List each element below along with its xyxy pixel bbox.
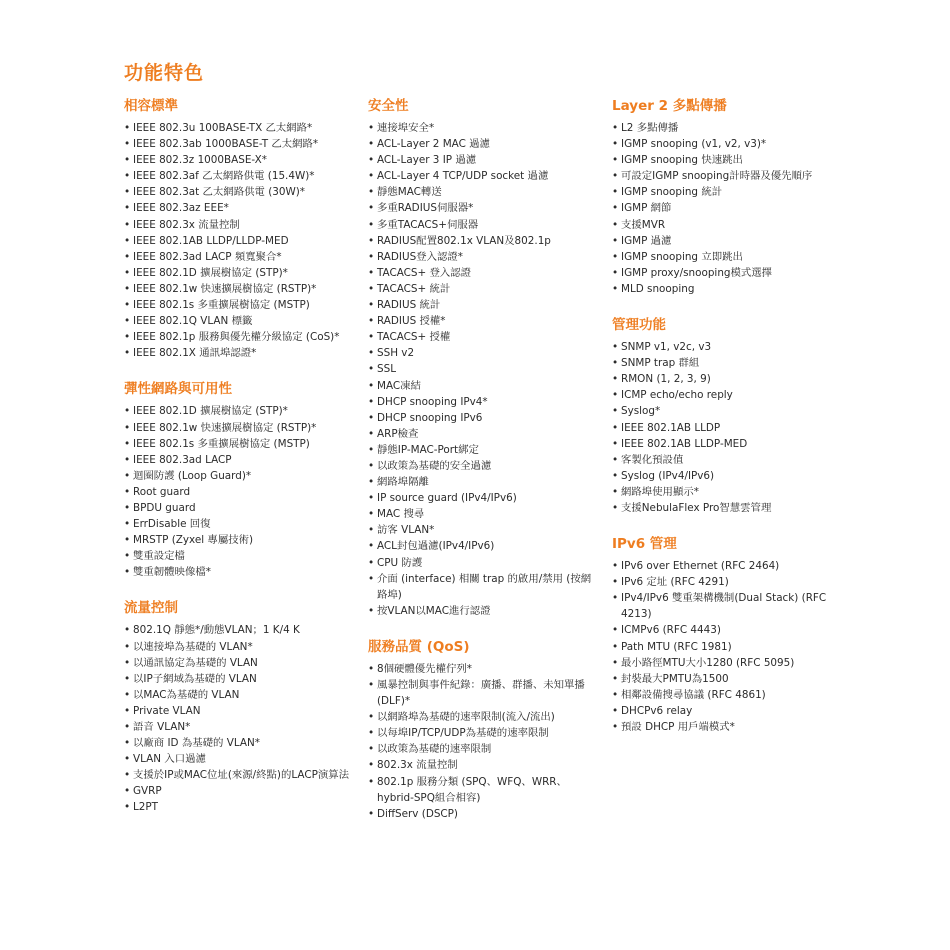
list-item: • IEEE 802.3ad LACP bbox=[124, 452, 352, 468]
list-item: • TACACS+ 授權 bbox=[368, 329, 598, 345]
list-item: • 多重RADIUS伺服器* bbox=[368, 200, 598, 216]
list-item: • 網路埠隔離 bbox=[368, 474, 598, 490]
list-item: • SSL bbox=[368, 361, 598, 377]
list-item: • 訪客 VLAN* bbox=[368, 522, 598, 538]
list-item: • RADIUS 授權* bbox=[368, 313, 598, 329]
list-item: • 最小路徑MTU大小1280 (RFC 5095) bbox=[612, 655, 852, 671]
list-item: • ICMPv6 (RFC 4443) bbox=[612, 622, 852, 638]
list-item: • DiffServ (DSCP) bbox=[368, 806, 598, 822]
list-item: • L2PT bbox=[124, 799, 352, 815]
section-title: Layer 2 多點傳播 bbox=[612, 98, 727, 114]
list-item: • SNMP trap 群組 bbox=[612, 355, 852, 371]
feature-list bbox=[124, 403, 352, 580]
list-item: • SNMP v1, v2c, v3 bbox=[612, 339, 852, 355]
list-item: • 以每埠IP/TCP/UDP為基礎的速率限制 bbox=[368, 725, 598, 741]
list-item: • 支援MVR bbox=[612, 217, 852, 233]
list-item: • Root guard bbox=[124, 484, 352, 500]
list-item: • ACL-Layer 2 MAC 過濾 bbox=[368, 136, 598, 152]
feature-section bbox=[124, 379, 352, 580]
list-item: • IEEE 802.1AB LLDP/LLDP-MED bbox=[124, 233, 352, 249]
section-title: IPv6 管理 bbox=[612, 536, 677, 553]
feature-section bbox=[612, 534, 852, 735]
section-title: 流量控制 bbox=[124, 600, 178, 617]
feature-list bbox=[124, 622, 352, 815]
feature-list bbox=[612, 558, 852, 735]
list-item: • 支援於IP或MAC位址(來源/終點)的LACP演算法 bbox=[124, 767, 352, 783]
list-item: • IPv4/IPv6 雙重架構機制(Dual Stack) (RFC 4213) bbox=[612, 590, 852, 622]
list-item: • IGMP snooping 快速跳出 bbox=[612, 152, 852, 168]
feature-section bbox=[612, 96, 852, 297]
list-item: • IEEE 802.1AB LLDP-MED bbox=[612, 436, 852, 452]
section-title: 相容標準 bbox=[124, 98, 178, 114]
list-item: • GVRP bbox=[124, 783, 352, 799]
list-item: • IEEE 802.1D 擴展樹協定 (STP)* bbox=[124, 403, 352, 419]
list-item: • 雙重設定檔 bbox=[124, 548, 352, 564]
list-item: • IEEE 802.1s 多重擴展樹協定 (MSTP) bbox=[124, 436, 352, 452]
list-item: • MLD snooping bbox=[612, 281, 852, 297]
list-item: • 風暴控制與事件紀錄：廣播、群播、未知單播(DLF)* bbox=[368, 677, 598, 709]
list-item: • 按VLAN以MAC進行認證 bbox=[368, 603, 598, 619]
feature-list bbox=[612, 339, 852, 516]
list-item: • 連接埠安全* bbox=[368, 120, 598, 136]
list-item: • IPv6 over Ethernet (RFC 2464) bbox=[612, 558, 852, 574]
list-item: • IEEE 802.1X 通訊埠認證* bbox=[124, 345, 352, 361]
list-item: • SSH v2 bbox=[368, 345, 598, 361]
column-3 bbox=[612, 96, 852, 753]
list-item: • TACACS+ 統計 bbox=[368, 281, 598, 297]
list-item: • 封裝最大PMTU為1500 bbox=[612, 671, 852, 687]
list-item: • MRSTP (Zyxel 專屬技術) bbox=[124, 532, 352, 548]
list-item: • 網路埠使用顯示* bbox=[612, 484, 852, 500]
list-item: • TACACS+ 登入認證 bbox=[368, 265, 598, 281]
list-item: • RADIUS登入認證* bbox=[368, 249, 598, 265]
page-title: 功能特色 bbox=[124, 62, 205, 84]
list-item: • ACL封包過濾(IPv4/IPv6) bbox=[368, 538, 598, 554]
list-item: • 以網路埠為基礎的速率限制(流入/流出) bbox=[368, 709, 598, 725]
section-title: 管理功能 bbox=[612, 317, 666, 334]
list-item: • IEEE 802.1w 快速擴展樹協定 (RSTP)* bbox=[124, 420, 352, 436]
list-item: • Path MTU (RFC 1981) bbox=[612, 639, 852, 655]
list-item: • MAC凍結 bbox=[368, 378, 598, 394]
list-item: • 靜態IP-MAC-Port綁定 bbox=[368, 442, 598, 458]
list-item: • 以通訊協定為基礎的 VLAN bbox=[124, 655, 352, 671]
list-item: • IEEE 802.1Q VLAN 標籤 bbox=[124, 313, 352, 329]
feature-list bbox=[368, 661, 598, 822]
list-item: • 相鄰設備搜尋協議 (RFC 4861) bbox=[612, 687, 852, 703]
list-item: • 迴圈防護 (Loop Guard)* bbox=[124, 468, 352, 484]
list-item: • L2 多點傳播 bbox=[612, 120, 852, 136]
section-title: 安全性 bbox=[368, 98, 409, 114]
list-item: • ErrDisable 回復 bbox=[124, 516, 352, 532]
list-item: • 靜態MAC轉送 bbox=[368, 184, 598, 200]
list-item: • RMON (1, 2, 3, 9) bbox=[612, 371, 852, 387]
list-item: • IP source guard (IPv4/IPv6) bbox=[368, 490, 598, 506]
list-item: • IEEE 802.1D 擴展樹協定 (STP)* bbox=[124, 265, 352, 281]
list-item: • VLAN 入口過濾 bbox=[124, 751, 352, 767]
feature-section bbox=[124, 598, 352, 815]
list-item: • IEEE 802.3at 乙太網路供電 (30W)* bbox=[124, 184, 352, 200]
list-item: • 支援NebulaFlex Pro智慧雲管理 bbox=[612, 500, 852, 516]
list-item: • 可設定IGMP snooping計時器及優先順序 bbox=[612, 168, 852, 184]
list-item: • 多重TACACS+伺服器 bbox=[368, 217, 598, 233]
list-item: • IEEE 802.1w 快速擴展樹協定 (RSTP)* bbox=[124, 281, 352, 297]
list-item: • Private VLAN bbox=[124, 703, 352, 719]
list-item: • IGMP snooping 統計 bbox=[612, 184, 852, 200]
list-item: • IEEE 802.3x 流量控制 bbox=[124, 217, 352, 233]
list-item: • 以連接埠為基礎的 VLAN* bbox=[124, 639, 352, 655]
feature-section bbox=[368, 96, 598, 619]
list-item: • 雙重韌體映像檔* bbox=[124, 564, 352, 580]
column-1 bbox=[124, 96, 352, 834]
list-item: • 客製化預設值 bbox=[612, 452, 852, 468]
list-item: • 802.1Q 靜態*/動態VLAN；1 K/4 K bbox=[124, 622, 352, 638]
list-item: • IGMP proxy/snooping模式選擇 bbox=[612, 265, 852, 281]
list-item: • ACL-Layer 4 TCP/UDP socket 過濾 bbox=[368, 168, 598, 184]
list-item: • IEEE 802.3af 乙太網路供電 (15.4W)* bbox=[124, 168, 352, 184]
list-item: • 預設 DHCP 用戶端模式* bbox=[612, 719, 852, 735]
list-item: • IEEE 802.1AB LLDP bbox=[612, 420, 852, 436]
list-item: • 以廠商 ID 為基礎的 VLAN* bbox=[124, 735, 352, 751]
feature-section bbox=[124, 96, 352, 361]
list-item: • RADIUS配置802.1x VLAN及802.1p bbox=[368, 233, 598, 249]
list-item: • 介面 (interface) 相關 trap 的啟用/禁用 (按網路埠) bbox=[368, 571, 598, 603]
list-item: • IEEE 802.1s 多重擴展樹協定 (MSTP) bbox=[124, 297, 352, 313]
list-item: • IGMP 網節 bbox=[612, 200, 852, 216]
section-title: 彈性網路與可用性 bbox=[124, 381, 232, 398]
list-item: • Syslog (IPv4/IPv6) bbox=[612, 468, 852, 484]
list-item: • DHCP snooping IPv6 bbox=[368, 410, 598, 426]
list-item: • 8個硬體優先權佇列* bbox=[368, 661, 598, 677]
list-item: • IEEE 802.3z 1000BASE-X* bbox=[124, 152, 352, 168]
list-item: • IGMP 過濾 bbox=[612, 233, 852, 249]
list-item: • 以MAC為基礎的 VLAN bbox=[124, 687, 352, 703]
list-item: • IEEE 802.3ab 1000BASE-T 乙太網路* bbox=[124, 136, 352, 152]
list-item: • IEEE 802.3ad LACP 頻寬聚合* bbox=[124, 249, 352, 265]
list-item: • ARP檢查 bbox=[368, 426, 598, 442]
list-item: • MAC 搜尋 bbox=[368, 506, 598, 522]
section-title: 服務品質 (QoS) bbox=[368, 638, 470, 655]
column-2 bbox=[368, 96, 598, 840]
feature-list bbox=[368, 120, 598, 619]
feature-section bbox=[368, 637, 598, 822]
list-item: • BPDU guard bbox=[124, 500, 352, 516]
list-item: • IGMP snooping 立即跳出 bbox=[612, 249, 852, 265]
list-item: • ICMP echo/echo reply bbox=[612, 387, 852, 403]
list-item: • IEEE 802.3u 100BASE-TX 乙太網路* bbox=[124, 120, 352, 136]
list-item: • 以IP子網域為基礎的 VLAN bbox=[124, 671, 352, 687]
list-item: • DHCPv6 relay bbox=[612, 703, 852, 719]
list-item: • 802.1p 服務分類 (SPQ、WFQ、WRR、hybrid-SPQ組合相容) bbox=[368, 774, 598, 806]
list-item: • 語音 VLAN* bbox=[124, 719, 352, 735]
list-item: • DHCP snooping IPv4* bbox=[368, 394, 598, 410]
list-item: • ACL-Layer 3 IP 過濾 bbox=[368, 152, 598, 168]
list-item: • 以政策為基礎的速率限制 bbox=[368, 741, 598, 757]
list-item: • IEEE 802.3az EEE* bbox=[124, 200, 352, 216]
list-item: • IPv6 定址 (RFC 4291) bbox=[612, 574, 852, 590]
list-item: • 以政策為基礎的安全過濾 bbox=[368, 458, 598, 474]
list-item: • Syslog* bbox=[612, 403, 852, 419]
feature-section bbox=[612, 315, 852, 516]
list-item: • IGMP snooping (v1, v2, v3)* bbox=[612, 136, 852, 152]
list-item: • 802.3x 流量控制 bbox=[368, 757, 598, 773]
list-item: • CPU 防護 bbox=[368, 555, 598, 571]
list-item: • RADIUS 統計 bbox=[368, 297, 598, 313]
feature-list bbox=[124, 120, 352, 361]
list-item: • IEEE 802.1p 服務與優先權分級協定 (CoS)* bbox=[124, 329, 352, 345]
feature-list bbox=[612, 120, 852, 297]
